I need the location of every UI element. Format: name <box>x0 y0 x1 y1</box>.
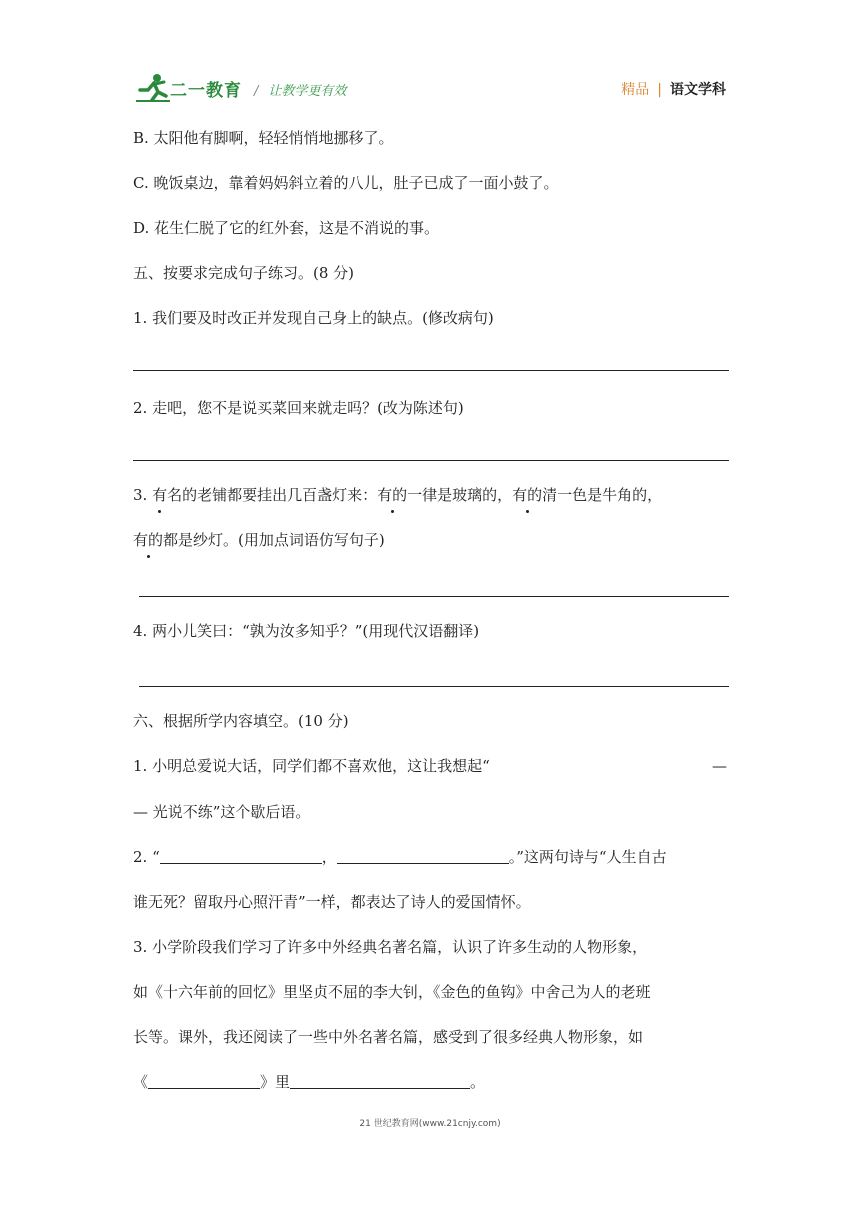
question-6-3-line-4 <box>133 1071 485 1093</box>
fill-blank[interactable] <box>337 847 509 864</box>
sentence-part: 《 <box>133 1073 149 1091</box>
sentence-part: 2. “ <box>133 848 160 866</box>
answer-line-5-1 <box>133 370 729 371</box>
question-5-1: 1. 我们要及时改正并发现自己身上的缺点。(修改病句) <box>133 309 494 327</box>
section-5-heading: 五、按要求完成句子练习。(8 分) <box>133 264 355 282</box>
fill-blank[interactable] <box>160 847 322 864</box>
subject-tag <box>621 79 726 99</box>
dotted-word: 有 <box>152 486 168 504</box>
sentence-part: 都是纱灯。(用加点词语仿写句子) <box>163 531 385 549</box>
brand-slogan <box>254 80 346 99</box>
page-footer: 21 世纪教育网(www.21cnjy.com) <box>359 1119 501 1129</box>
fill-blank[interactable] <box>148 1072 260 1089</box>
dotted-word: 有的 <box>377 486 408 504</box>
sentence-part: 。”这两句诗与“人生自古 <box>508 848 667 866</box>
answer-line-5-3 <box>139 596 729 597</box>
question-5-4: 4. 两小儿笑曰：“孰为汝多知乎？”(用现代汉语翻译) <box>133 622 480 640</box>
subject-label: 语文学科 <box>670 82 726 98</box>
question-6-2-line-2: 谁无死？留取丹心照汗青”一样，都表达了诗人的爱国情怀。 <box>133 893 531 911</box>
option-d: D. 花生仁脱了它的红外套，这是不消说的事。 <box>133 219 440 237</box>
fill-blank[interactable] <box>290 1072 470 1089</box>
option-c: C. 晚饭桌边，靠着妈妈斜立着的八儿，肚子已成了一面小鼓了。 <box>133 174 559 192</box>
dotted-word: 有的 <box>133 531 164 549</box>
sentence-part: 一律是玻璃的， <box>407 486 513 504</box>
answer-line-5-2 <box>133 460 729 461</box>
tag-separator: | <box>657 82 662 98</box>
brand-logo <box>136 72 246 106</box>
answer-line-5-4 <box>139 686 729 687</box>
sentence-part: ， <box>321 848 337 866</box>
running-man-logo-icon <box>136 72 170 104</box>
question-5-2: 2. 走吧，您不是说买菜回来就走吗？(改为陈述句) <box>133 399 464 417</box>
question-5-3-line-1 <box>133 484 662 506</box>
question-6-1-dash: — <box>712 757 727 775</box>
sentence-part: 名的老铺都要挂出几百盏灯来： <box>167 486 378 504</box>
slogan-text: 让教学更有效 <box>268 84 347 99</box>
question-number: 3. <box>133 486 153 504</box>
question-6-1-line-2: — 光说不练”这个歇后语。 <box>133 803 311 821</box>
question-5-3-line-2 <box>133 529 385 551</box>
question-6-3-line-3: 长等。课外，我还阅读了一些中外名著名篇，感受到了很多经典人物形象，如 <box>133 1028 644 1046</box>
question-6-1-line-1: 1. 小明总爱说大话，同学们都不喜欢他，这让我想起“ <box>133 757 490 775</box>
slogan-separator: / <box>254 84 259 99</box>
question-6-2-line-1 <box>133 846 667 868</box>
sentence-part: 。 <box>470 1073 486 1091</box>
page-header <box>136 72 726 108</box>
quality-label: 精品 <box>621 82 650 98</box>
question-6-3-line-2: 如《十六年前的回忆》里坚贞不屈的李大钊，《金色的鱼钩》中舍己为人的老班 <box>133 983 651 1001</box>
section-6-heading: 六、根据所学内容填空。(10 分) <box>133 712 349 730</box>
sentence-part: 清一色是牛角的， <box>542 486 663 504</box>
brand-name: 二一教育 <box>170 81 242 101</box>
question-6-3-line-1: 3. 小学阶段我们学习了许多中外经典名著名篇，认识了许多生动的人物形象， <box>133 938 648 956</box>
option-b: B. 太阳他有脚啊，轻轻悄悄地挪移了。 <box>133 129 394 147</box>
dotted-word: 有的 <box>512 486 543 504</box>
sentence-part: 》里 <box>260 1073 291 1091</box>
